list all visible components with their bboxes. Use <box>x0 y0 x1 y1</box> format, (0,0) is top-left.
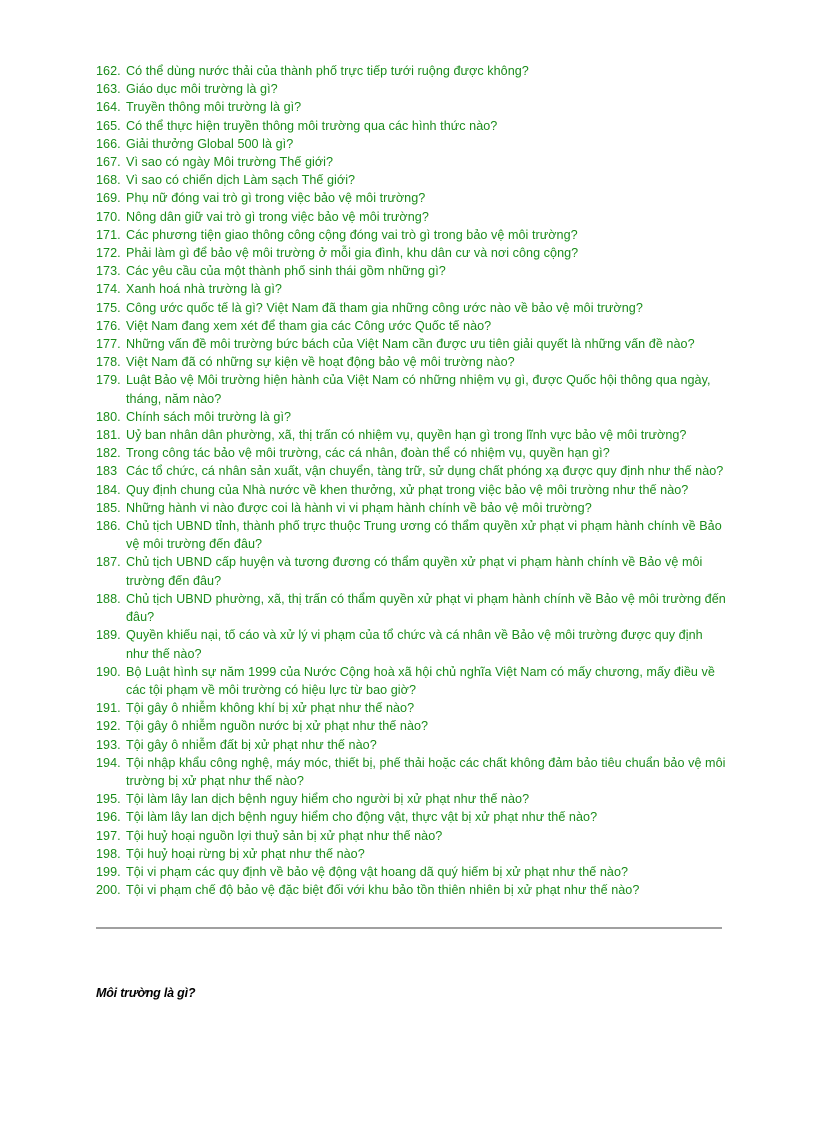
question-item <box>96 517 728 553</box>
question-item <box>96 353 728 371</box>
question-text: Tội làm lây lan dịch bệnh nguy hiểm cho động vật, thực vật bị xử phạt như thế nào? <box>126 810 598 825</box>
question-text: Tội vi phạm các quy định về bảo vệ động vật hoang dã quý hiếm bị xử phạt như thế nào? <box>126 864 629 879</box>
section-heading: Môi trường là gì? <box>96 986 196 1000</box>
question-item <box>96 590 728 626</box>
question-item <box>96 171 728 189</box>
question-text: Tội gây ô nhiễm đất bị xử phạt như thế nào? <box>126 737 377 752</box>
question-number: 197. <box>96 828 121 843</box>
question-text: Giáo dục môi trường là gì? <box>126 82 278 97</box>
question-text: Tội làm lây lan dịch bệnh nguy hiểm cho người bị xử phạt như thế nào? <box>126 792 530 807</box>
question-item <box>96 135 728 153</box>
question-number: 174. <box>96 282 121 297</box>
question-number: 176. <box>96 318 121 333</box>
question-item <box>96 189 728 207</box>
question-number: 193. <box>96 737 121 752</box>
question-item <box>96 335 728 353</box>
question-text: Nông dân giữ vai trò gì trong việc bảo vệ môi trường? <box>126 209 429 224</box>
question-text: Uỷ ban nhân dân phường, xã, thị trấn có nhiệm vụ, quyền hạn gì trong lĩnh vực bảo vệ môi trường? <box>126 428 687 443</box>
question-number: 167. <box>96 155 121 170</box>
question-number: 200. <box>96 883 121 898</box>
question-text: Tội vi phạm chế độ bảo vệ đặc biệt đối với khu bảo tồn thiên nhiên bị xử phạt như thế nào? <box>126 883 640 898</box>
question-number: 175. <box>96 300 121 315</box>
question-item <box>96 736 728 754</box>
question-text: Phụ nữ đóng vai trò gì trong việc bảo vệ môi trường? <box>126 191 426 206</box>
question-number: 196. <box>96 810 121 825</box>
question-text: Những vấn đề môi trường bức bách của Việt Nam cần được ưu tiên giải quyết là những vấn đề nào? <box>126 337 695 352</box>
question-number: 192. <box>96 719 121 734</box>
question-item <box>96 98 728 116</box>
question-item <box>96 117 728 135</box>
question-number: 183 <box>96 464 118 479</box>
question-text: Vì sao có chiến dịch Làm sạch Thế giới? <box>126 173 356 188</box>
question-item <box>96 444 728 462</box>
question-text: Vì sao có ngày Môi trường Thế giới? <box>126 155 334 170</box>
question-item <box>96 462 728 480</box>
question-number: 162. <box>96 64 121 78</box>
question-number: 191. <box>96 701 121 716</box>
question-number: 168. <box>96 173 121 188</box>
question-number: 180. <box>96 409 121 424</box>
question-number: 194. <box>96 755 121 770</box>
question-item <box>96 827 728 845</box>
question-text: Các phương tiện giao thông công cộng đóng vai trò gì trong bảo vệ môi trường? <box>126 227 578 242</box>
question-text: Chủ tịch UBND cấp huyện và tương đương có thẩm quyền xử phạt vi phạm hành chính về Bảo vệ môi trường đến đâu? <box>126 555 703 588</box>
question-item <box>96 426 728 444</box>
question-item <box>96 371 728 407</box>
question-text: Xanh hoá nhà trường là gì? <box>126 282 282 297</box>
question-text: Có thể dùng nước thải của thành phố trực tiếp tưới ruộng được không? <box>126 64 529 78</box>
question-text: Việt Nam đã có những sự kiện về hoạt động bảo vệ môi trường nào? <box>126 355 515 370</box>
question-list <box>96 62 728 899</box>
question-text: Giải thưởng Global 500 là gì? <box>126 136 294 151</box>
question-item <box>96 717 728 735</box>
question-number: 198. <box>96 846 121 861</box>
question-item <box>96 863 728 881</box>
question-number: 182. <box>96 446 121 461</box>
question-number: 177. <box>96 337 121 352</box>
question-number: 170. <box>96 209 121 224</box>
question-number: 189. <box>96 628 121 643</box>
question-text: Tội nhập khẩu công nghệ, máy móc, thiết bị, phế thải hoặc các chất không đảm bảo tiêu chuẩn bảo vệ môi trường bị xử phạt như thế nào? <box>126 755 726 788</box>
question-item <box>96 626 728 662</box>
question-number: 163. <box>96 82 121 97</box>
question-item <box>96 299 728 317</box>
question-text: Chính sách môi trường là gì? <box>126 409 292 424</box>
question-item <box>96 153 728 171</box>
question-item <box>96 80 728 98</box>
question-text: Quy định chung của Nhà nước về khen thưởng, xử phạt trong việc bảo vệ môi trường như thế nào? <box>126 482 689 497</box>
question-item <box>96 226 728 244</box>
question-text: Quyền khiếu nại, tố cáo và xử lý vi phạm của tổ chức và cá nhân về Bảo vệ môi trường được quy định như thế nào? <box>126 628 703 661</box>
question-text: Tội gây ô nhiễm nguồn nước bị xử phạt như thế nào? <box>126 719 429 734</box>
question-item <box>96 62 728 80</box>
question-item <box>96 845 728 863</box>
question-number: 181. <box>96 428 121 443</box>
question-item <box>96 481 728 499</box>
question-item <box>96 244 728 262</box>
question-number: 169. <box>96 191 121 206</box>
question-item <box>96 280 728 298</box>
question-item <box>96 699 728 717</box>
question-text: Chủ tịch UBND tỉnh, thành phố trực thuộc Trung ương có thẩm quyền xử phạt vi phạm hành chính về Bảo vệ môi trường đến đâu? <box>126 519 722 552</box>
question-item <box>96 790 728 808</box>
question-number: 165. <box>96 118 121 133</box>
question-number: 190. <box>96 664 121 679</box>
question-text: Các yêu cầu của một thành phố sinh thái gồm những gì? <box>126 264 446 279</box>
question-item <box>96 408 728 426</box>
question-number: 164. <box>96 100 121 115</box>
question-number: 199. <box>96 864 121 879</box>
question-number: 186. <box>96 519 121 534</box>
question-number: 179. <box>96 373 121 388</box>
question-item <box>96 208 728 226</box>
question-item <box>96 754 728 790</box>
question-item <box>96 262 728 280</box>
question-text: Tội huỷ hoại rừng bị xử phạt như thế nào? <box>126 846 365 861</box>
question-text: Truyền thông môi trường là gì? <box>126 100 302 115</box>
question-text: Luật Bảo vệ Môi trường hiện hành của Việt Nam có những nhiệm vụ gì, được Quốc hội thông qua ngày, tháng, năm nào? <box>126 373 711 406</box>
question-number: 172. <box>96 246 121 261</box>
question-item <box>96 317 728 335</box>
question-text: Chủ tịch UBND phường, xã, thị trấn có thẩm quyền xử phạt vi phạm hành chính về Bảo vệ môi trường đến đâu? <box>126 591 726 625</box>
question-item <box>96 881 728 899</box>
question-number: 187. <box>96 555 121 570</box>
question-number: 195. <box>96 792 121 807</box>
question-number: 173. <box>96 264 121 279</box>
question-item <box>96 499 728 517</box>
question-number: 188. <box>96 591 121 606</box>
question-text: Tội huỷ hoại nguồn lợi thuỷ sản bị xử phạt như thế nào? <box>126 828 443 843</box>
question-text: Các tổ chức, cá nhân sản xuất, vận chuyển, tàng trữ, sử dụng chất phóng xạ được quy định như thế nào? <box>126 464 724 479</box>
question-number: 166. <box>96 136 121 151</box>
question-text: Tội gây ô nhiễm không khí bị xử phạt như thế nào? <box>126 701 415 716</box>
question-text: Công ước quốc tế là gì? Việt Nam đã tham gia những công ước nào về bảo vệ môi trường? <box>126 300 643 315</box>
question-text: Việt Nam đang xem xét để tham gia các Công ước Quốc tế nào? <box>126 318 492 333</box>
question-number: 178. <box>96 355 121 370</box>
question-number: 171. <box>96 227 121 242</box>
question-item <box>96 553 728 589</box>
question-number: 185. <box>96 500 121 515</box>
question-item <box>96 663 728 699</box>
question-text: Phải làm gì để bảo vệ môi trường ở mỗi gia đình, khu dân cư và nơi công cộng? <box>126 246 579 261</box>
question-text: Những hành vi nào được coi là hành vi vi phạm hành chính về bảo vệ môi trường? <box>126 500 592 515</box>
divider <box>96 927 722 929</box>
question-text: Bộ Luật hình sự năm 1999 của Nước Cộng hoà xã hội chủ nghĩa Việt Nam có mấy chương, mấy điều về các tội phạm về môi trường có hiệu lực từ bao giờ? <box>126 664 715 697</box>
question-text: Có thể thực hiện truyền thông môi trường qua các hình thức nào? <box>126 118 498 133</box>
question-number: 184. <box>96 482 121 497</box>
question-item <box>96 808 728 826</box>
question-text: Trong công tác bảo vệ môi trường, các cá nhân, đoàn thể có nhiệm vụ, quyền hạn gì? <box>126 446 610 461</box>
